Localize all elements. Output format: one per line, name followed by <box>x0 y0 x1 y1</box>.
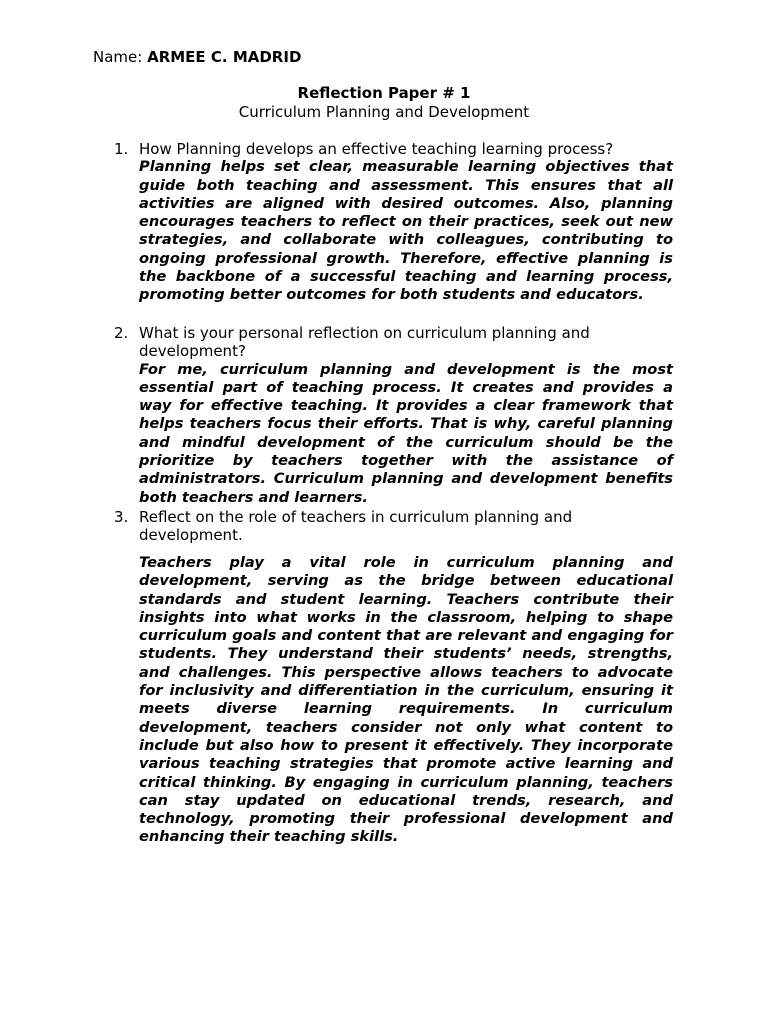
answer-text: Teachers play a vital role in curriculum planning and development, serving as the bridge between educational standards and student learning. Teachers contribute their insights into what works in the classroom, helping to shape curriculum goals and content that are relevant and engaging for students. They understand their students’ needs, strengths, and challenges. This perspective allows teachers to advocate for inclusivity and differentiation in the curriculum, ensuring it meets diverse learning requirements. In curriculum development, teachers consider not only what content to include but also how to present it effectively. They incorporate various teaching strategies that promote active learning and critical thinking. By engaging in curriculum planning, teachers can stay updated on educational trends, research, and technology, promoting their professional development and enhancing their teaching skills. <box>139 554 673 846</box>
answer-text: Planning helps set clear, measurable learning objectives that guide both teaching and assessment. This ensures that all activities are aligned with desired outcomes. Also, planning encourages teachers to reflect on their practices, seek out new strategies, and collaborate with colleagues, contributing to ongoing professional growth. Therefore, effective planning is the backbone of a successful teaching and learning process, promoting better outcomes for both students and educators. <box>139 158 673 304</box>
question-number: 2. <box>114 324 129 342</box>
name-label: Name: <box>93 48 143 66</box>
question-number: 3. <box>114 508 129 526</box>
question-number: 1. <box>114 140 129 158</box>
question-text: What is your personal reflection on curriculum planning and development? <box>139 324 590 361</box>
question-text: Reflect on the role of teachers in curriculum planning and development. <box>139 508 573 545</box>
paper-title: Reflection Paper # 1 <box>297 84 471 102</box>
answer-text: For me, curriculum planning and development is the most essential part of teaching process. It creates and provides a way for effective teaching. It provides a clear framework that helps teachers focus their efforts. That is why, careful planning and mindful development of the curriculum should be the prioritize by teachers together with the assistance of administrators. Curriculum planning and development benefits both teachers and learners. <box>139 360 673 506</box>
name-line <box>93 47 301 67</box>
name-value: ARMEE C. MADRID <box>147 48 302 66</box>
paper-subtitle: Curriculum Planning and Development <box>238 103 530 121</box>
question-text: How Planning develops an effective teaching learning process? <box>139 140 614 158</box>
